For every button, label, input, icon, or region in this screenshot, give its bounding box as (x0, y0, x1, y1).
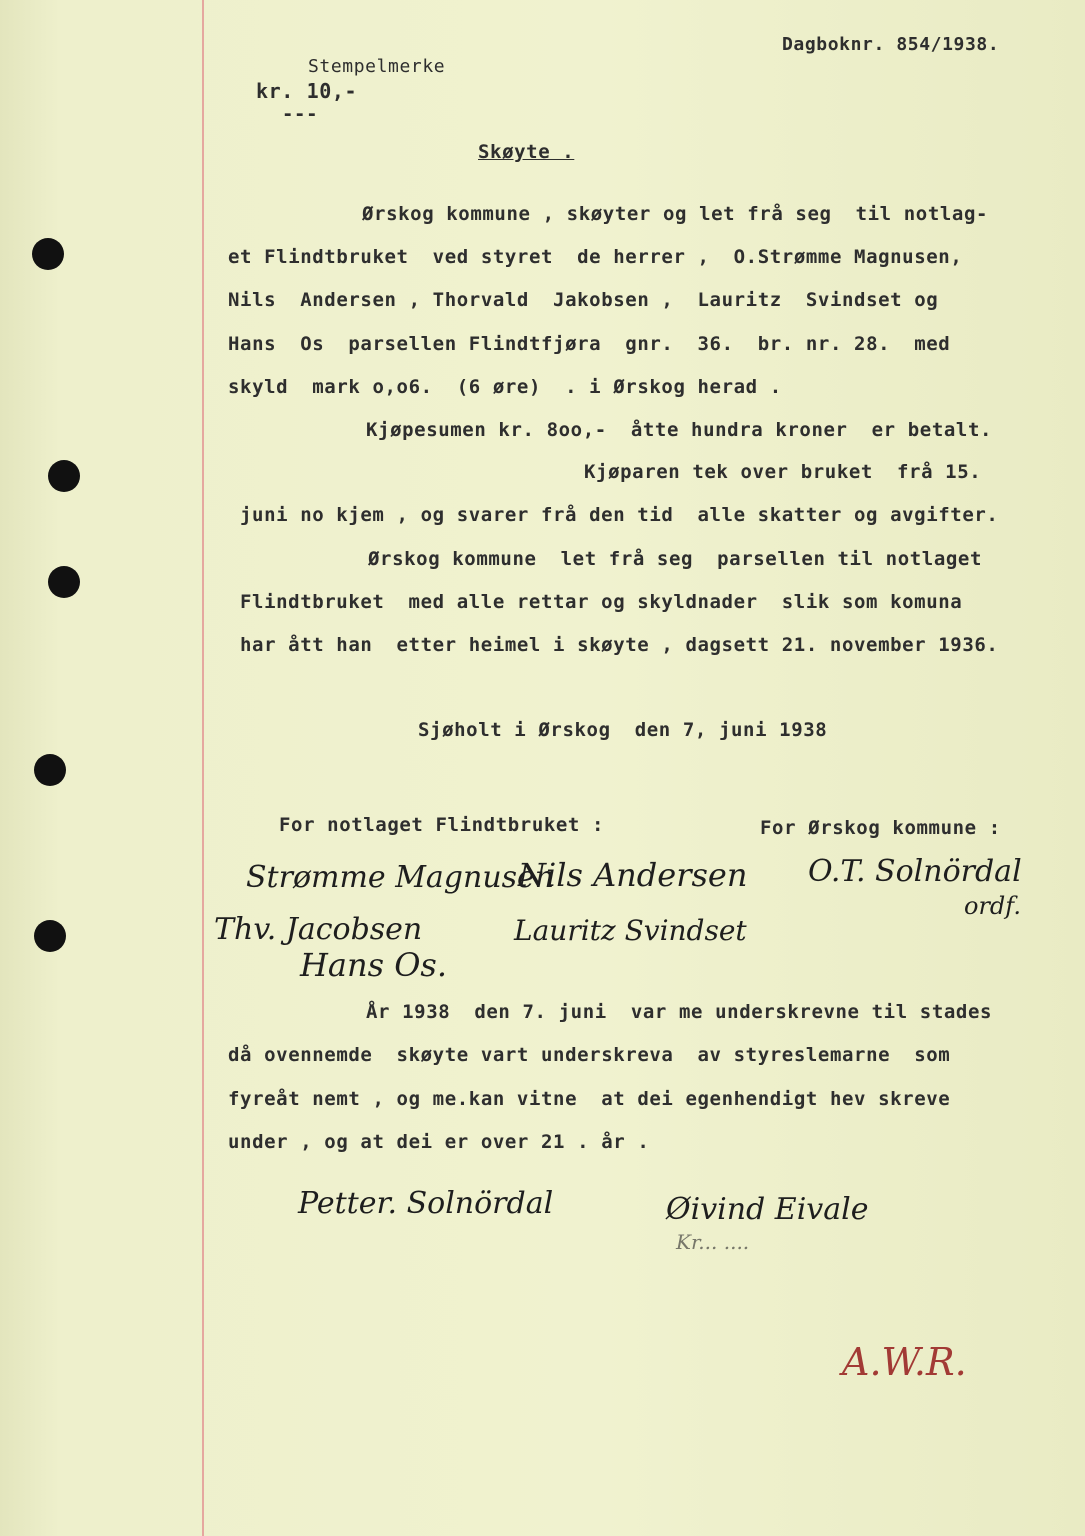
witness-line: fyreåt nemt , og me.kan vitne at dei egenhendigt hev skreve (228, 1088, 951, 1110)
body-line: juni no kjem , og svarer frå den tid alle skatter og avgifter. (240, 504, 999, 526)
stamp-label: Stempelmerke (308, 56, 446, 77)
witness-signature-faint: Kr... .... (676, 1230, 750, 1254)
body-line: Kjøparen tek over bruket frå 15. (584, 461, 982, 483)
margin-initials: A.W.R. (842, 1340, 967, 1384)
signature-andersen: Nils Andersen (518, 856, 748, 894)
signatory-left-label: For notlaget Flindtbruket : (279, 814, 605, 836)
place-date: Sjøholt i Ørskog den 7, juni 1938 (418, 719, 828, 741)
body-line: skyld mark o,o6. (6 øre) . i Ørskog herad . (228, 376, 782, 398)
signature-magnusen: Strømme Magnusen (246, 860, 555, 895)
margin-rule (202, 0, 204, 1536)
document-title: Skøyte . (478, 141, 575, 163)
body-line: Ørskog kommune , skøyter og let frå seg til notlag- (362, 203, 989, 225)
body-line: Kjøpesumen kr. 8oo,- åtte hundra kroner er betalt. (366, 419, 993, 441)
signatory-right-label: For Ørskog kommune : (760, 817, 1001, 839)
witness-line: År 1938 den 7. juni var me underskrevne til stades (366, 1001, 993, 1023)
signature-svindset: Lauritz Svindset (514, 914, 747, 947)
punch-hole (48, 460, 80, 492)
body-line: Nils Andersen , Thorvald Jakobsen , Lauritz Svindset og (228, 289, 939, 311)
body-line: et Flindtbruket ved styret de herrer , O.Strømme Magnusen, (228, 246, 963, 268)
stamp-value: kr. 10,- (256, 79, 358, 103)
witness-line: då ovennemde skøyte vart underskreva av styreslemarne som (228, 1044, 951, 1066)
body-line: Flindtbruket med alle rettar og skyldnader slik som komuna (240, 591, 963, 613)
punch-hole (34, 754, 66, 786)
stamp-dashes: --- (282, 103, 319, 125)
signature-jacobsen: Thv. Jacobsen (214, 912, 423, 947)
body-line: Hans Os parsellen Flindtfjøra gnr. 36. br. nr. 28. med (228, 333, 951, 355)
signature-os: Hans Os. (300, 946, 448, 984)
punch-hole (34, 920, 66, 952)
punch-hole (32, 238, 64, 270)
punch-hole (48, 566, 80, 598)
body-line: har ått han etter heimel i skøyte , dagsett 21. november 1936. (240, 634, 999, 656)
witness-signature-eivale: Øivind Eivale (666, 1192, 869, 1227)
witness-signature-solnordal: Petter. Solnördal (298, 1186, 554, 1221)
witness-line: under , og at dei er over 21 . år . (228, 1131, 650, 1153)
signature-solnordal: O.T. Solnördal (808, 854, 1022, 889)
signature-ordf: ordf. (964, 892, 1021, 920)
diary-number: Dagboknr. 854/1938. (782, 34, 1000, 55)
body-line: Ørskog kommune let frå seg parsellen til notlaget (368, 548, 982, 570)
